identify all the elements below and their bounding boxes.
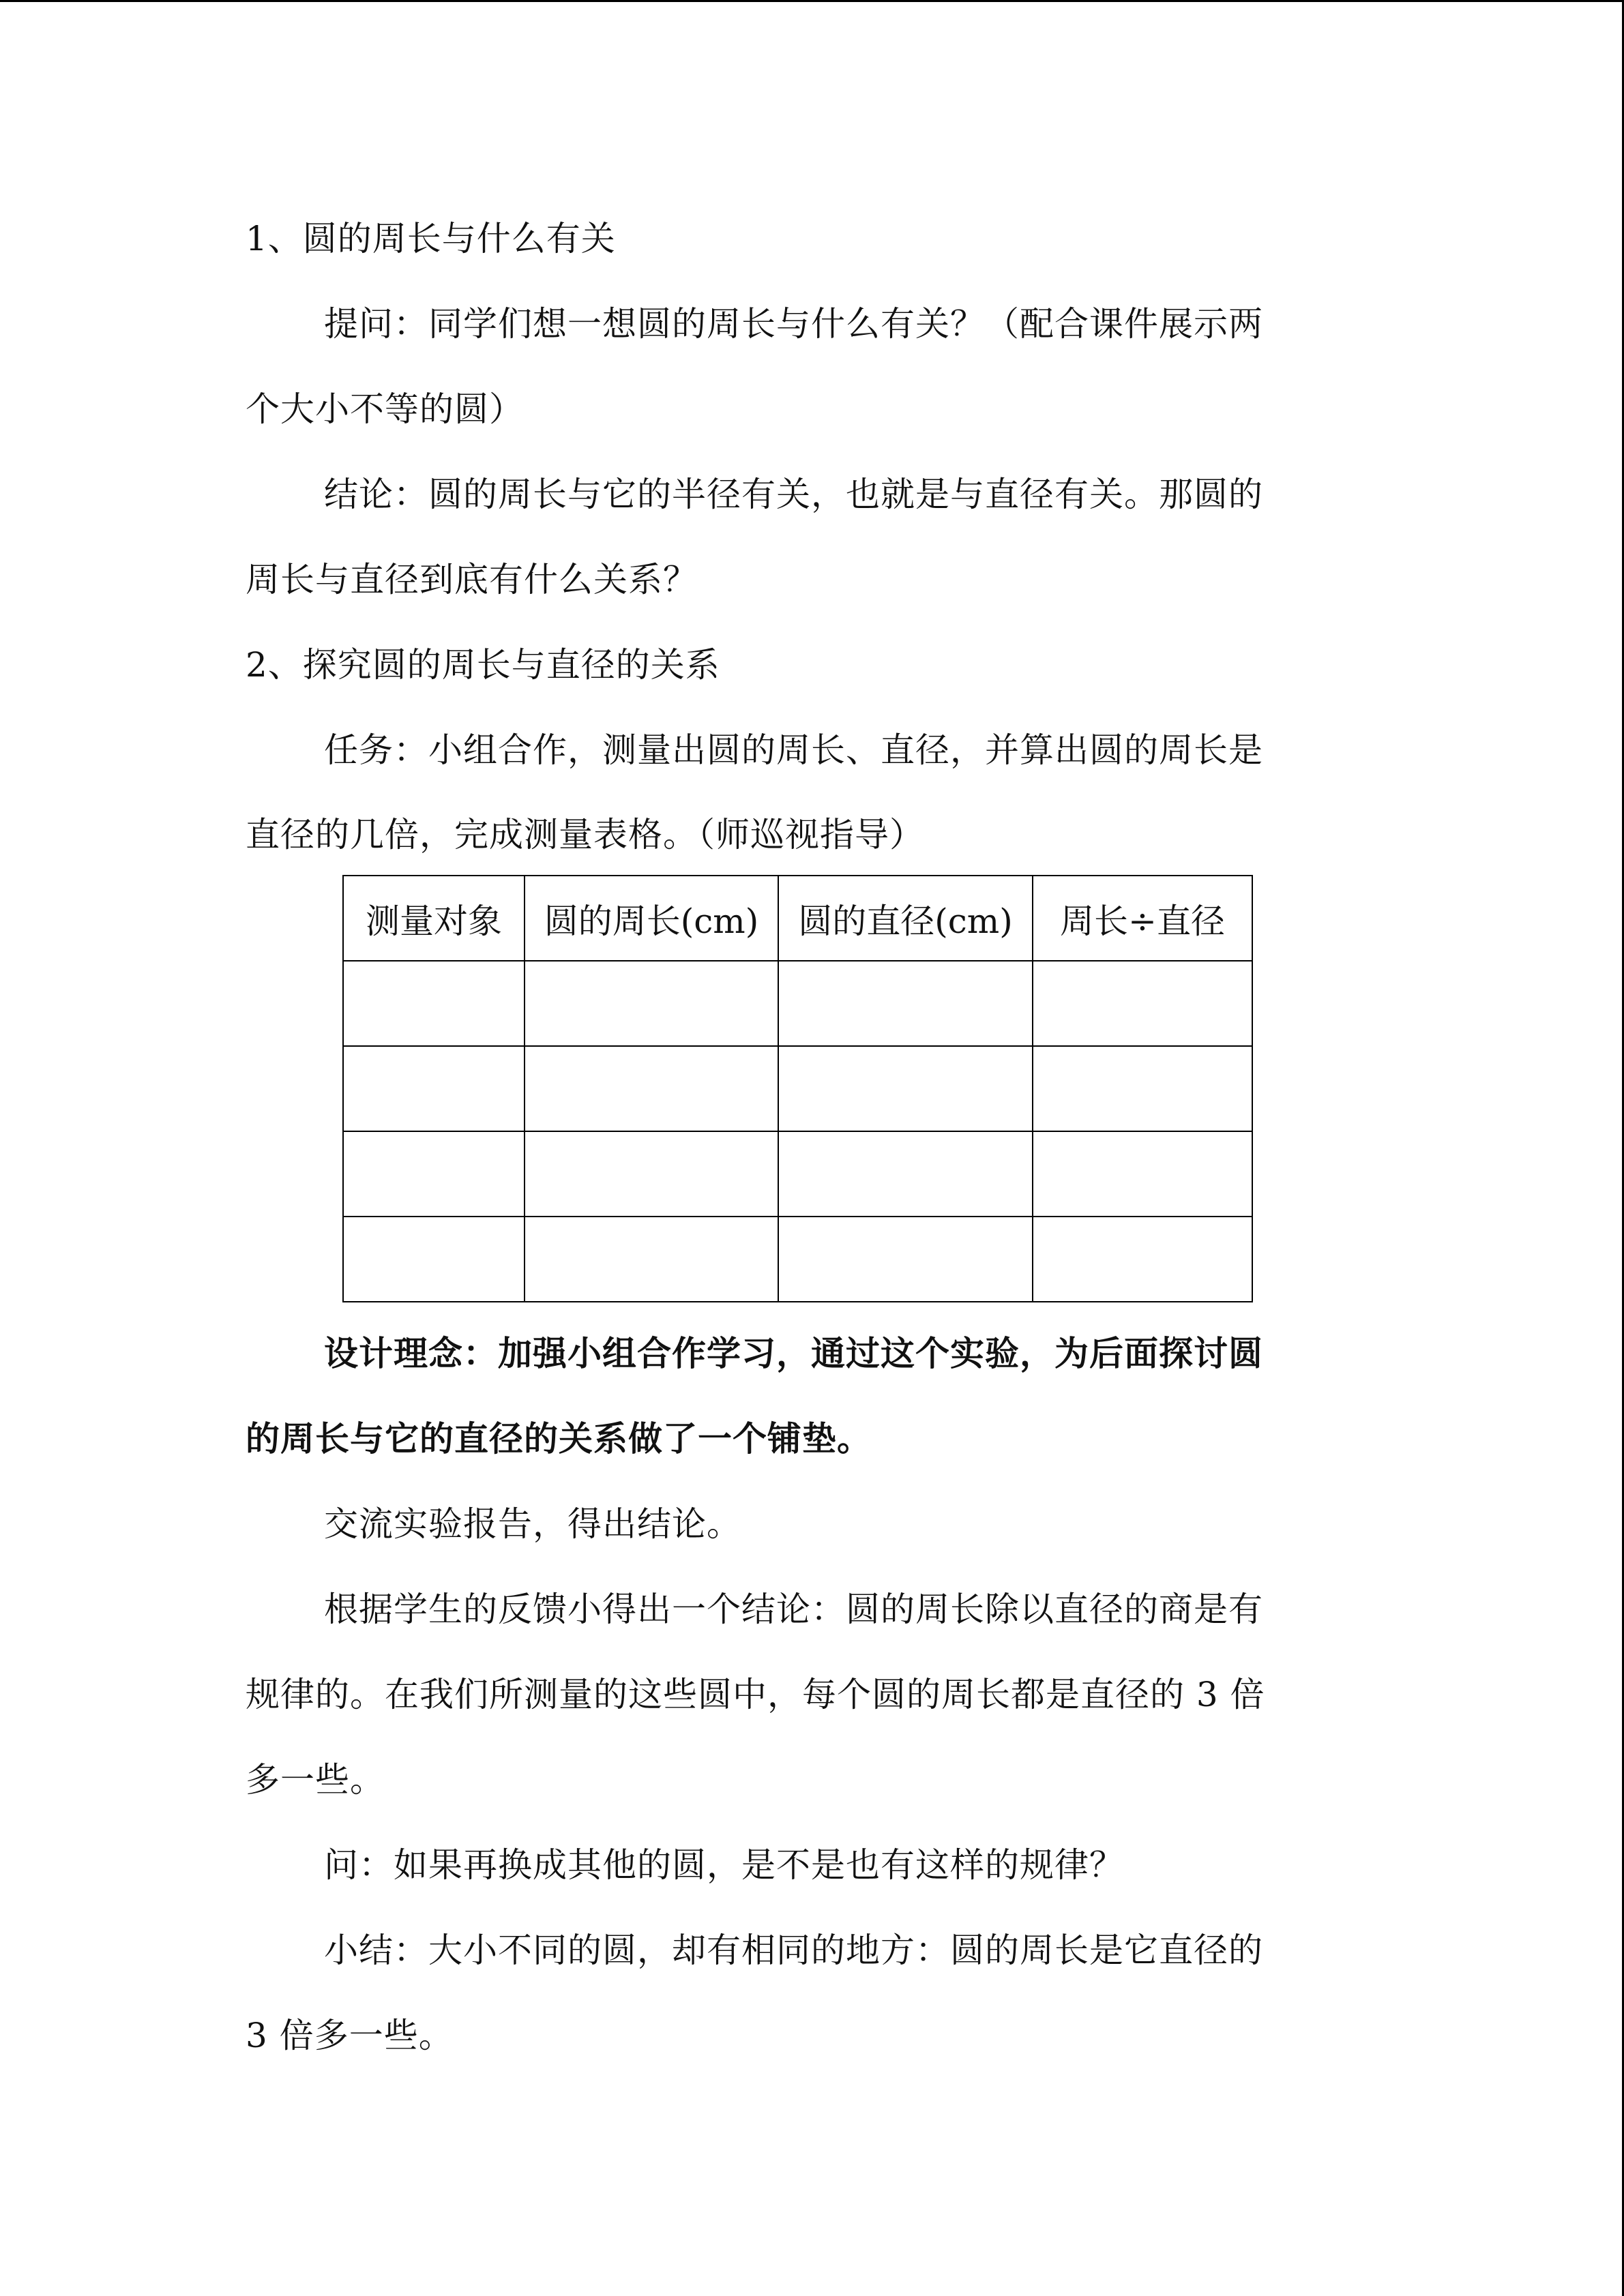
header-measure-object: 测量对象 [343, 876, 525, 961]
header-circumference: 圆的周长(cm) [525, 876, 778, 961]
section2-heading: 2、探究圆的周长与直径的关系 [246, 645, 720, 685]
exchange-report: 交流实验报告，得出结论。 [324, 1504, 741, 1544]
feedback-line-1: 根据学生的反馈小得出一个结论：圆的周长除以直径的商是有 [324, 1590, 1263, 1629]
table-cell [1033, 1217, 1252, 1302]
question-line-1: 提问：同学们想一想圆的周长与什么有关？（配合课件展示两 [324, 304, 1263, 344]
table-cell [778, 1131, 1033, 1217]
table-cell [778, 1046, 1033, 1131]
measurement-table [342, 875, 1253, 1302]
feedback-line-2: 规律的。在我们所测量的这些圆中，每个圆的周长都是直径的 3 倍 [246, 1675, 1265, 1714]
task-line-1: 任务：小组合作，测量出圆的周长、直径，并算出圆的周长是 [324, 730, 1263, 770]
table-cell [778, 961, 1033, 1046]
design-concept-line-2: 的周长与它的直径的关系做了一个铺垫。 [246, 1418, 872, 1459]
conclusion-line-2: 周长与直径到底有什么关系？ [246, 560, 698, 599]
summary-line-2: 3 倍多一些。 [246, 2016, 454, 2055]
table-cell [1033, 1131, 1252, 1217]
conclusion-line-1: 结论：圆的周长与它的半径有关，也就是与直径有关。那圆的 [324, 475, 1263, 514]
table-row [343, 1046, 1252, 1131]
table-cell [525, 1131, 778, 1217]
table-cell [343, 1217, 525, 1302]
table-row [343, 961, 1252, 1046]
table-cell [343, 1131, 525, 1217]
question-other-circles: 问：如果再换成其他的圆，是不是也有这样的规律？ [324, 1845, 1124, 1885]
section1-heading: 1、圆的周长与什么有关 [246, 219, 616, 258]
table-cell [525, 961, 778, 1046]
task-line-2: 直径的几倍，完成测量表格。（师巡视指导） [246, 815, 924, 854]
feedback-line-3: 多一些。 [246, 1760, 385, 1800]
table-cell [778, 1217, 1033, 1302]
summary-line-1: 小结：大小不同的圆，却有相同的地方：圆的周长是它直径的 [324, 1930, 1263, 1970]
table-header-row [343, 876, 1252, 961]
table-row [343, 1131, 1252, 1217]
page-top-border [0, 0, 1624, 2]
table-cell [1033, 1046, 1252, 1131]
question-line-2: 个大小不等的圆） [246, 389, 524, 429]
header-diameter: 圆的直径(cm) [778, 876, 1033, 961]
table-cell [525, 1217, 778, 1302]
header-ratio: 周长÷直径 [1033, 876, 1252, 961]
design-concept-line-1: 设计理念：加强小组合作学习，通过这个实验，为后面探讨圆 [324, 1333, 1263, 1373]
table-cell [343, 961, 525, 1046]
table-cell [1033, 961, 1252, 1046]
table-cell [343, 1046, 525, 1131]
table-cell [525, 1046, 778, 1131]
table-row [343, 1217, 1252, 1302]
